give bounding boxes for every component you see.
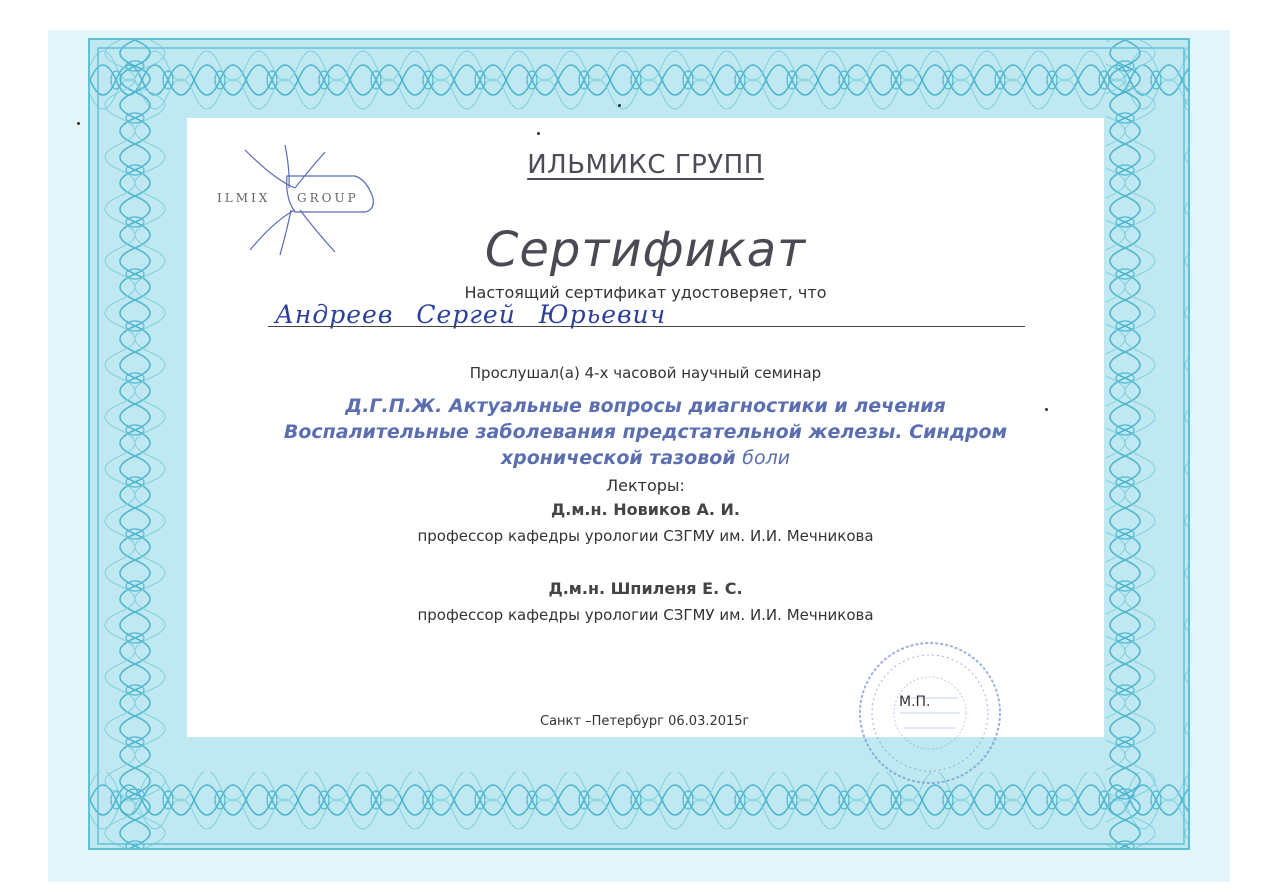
topic-line-1: Д.Г.П.Ж. Актуальные вопросы диагностики и лечения bbox=[345, 395, 946, 417]
scan-speck bbox=[77, 122, 80, 125]
place-date: Санкт –Петербург 06.03.2015г bbox=[540, 714, 750, 729]
lecturer-2-name: Д.м.н. Шпиленя Е. С. bbox=[548, 579, 743, 598]
stamp-label: М.П. bbox=[899, 694, 931, 710]
topic-line-3-bold: хронической тазовой bbox=[500, 447, 736, 469]
scan-speck bbox=[1045, 408, 1048, 411]
topic-line-2: Воспалительные заболевания предстательной железы. Синдром bbox=[283, 421, 1008, 443]
company-name: ИЛЬМИКС ГРУПП bbox=[527, 150, 764, 180]
signature-line bbox=[268, 326, 1025, 327]
lecturer-1-name: Д.м.н. Новиков А. И. bbox=[551, 500, 740, 519]
certificate-title: Сертификат bbox=[484, 222, 807, 278]
lecturer-1-position: профессор кафедры урологии СЗГМУ им. И.И. Мечникова bbox=[417, 527, 874, 545]
intro-text: Настоящий сертификат удостоверяет, что bbox=[464, 283, 827, 302]
lecturer-2-position: профессор кафедры урологии СЗГМУ им. И.И. Мечникова bbox=[417, 606, 874, 624]
scan-speck bbox=[618, 104, 621, 107]
attended-text: Прослушал(а) 4-х часовой научный семинар bbox=[469, 364, 822, 382]
seminar-topic bbox=[187, 393, 1104, 471]
recipient-signature: Андреев Сергей Юрьевич bbox=[275, 300, 667, 329]
logo-text-group: GROUP bbox=[297, 191, 359, 205]
topic-line-3 bbox=[187, 445, 1104, 471]
organization-stamp bbox=[842, 638, 1017, 788]
lecturers-heading: Лекторы: bbox=[606, 476, 685, 495]
topic-line-3-light: боли bbox=[742, 447, 791, 469]
logo-text-ilmix: ILMIX bbox=[217, 191, 271, 205]
scan-speck bbox=[537, 132, 540, 135]
